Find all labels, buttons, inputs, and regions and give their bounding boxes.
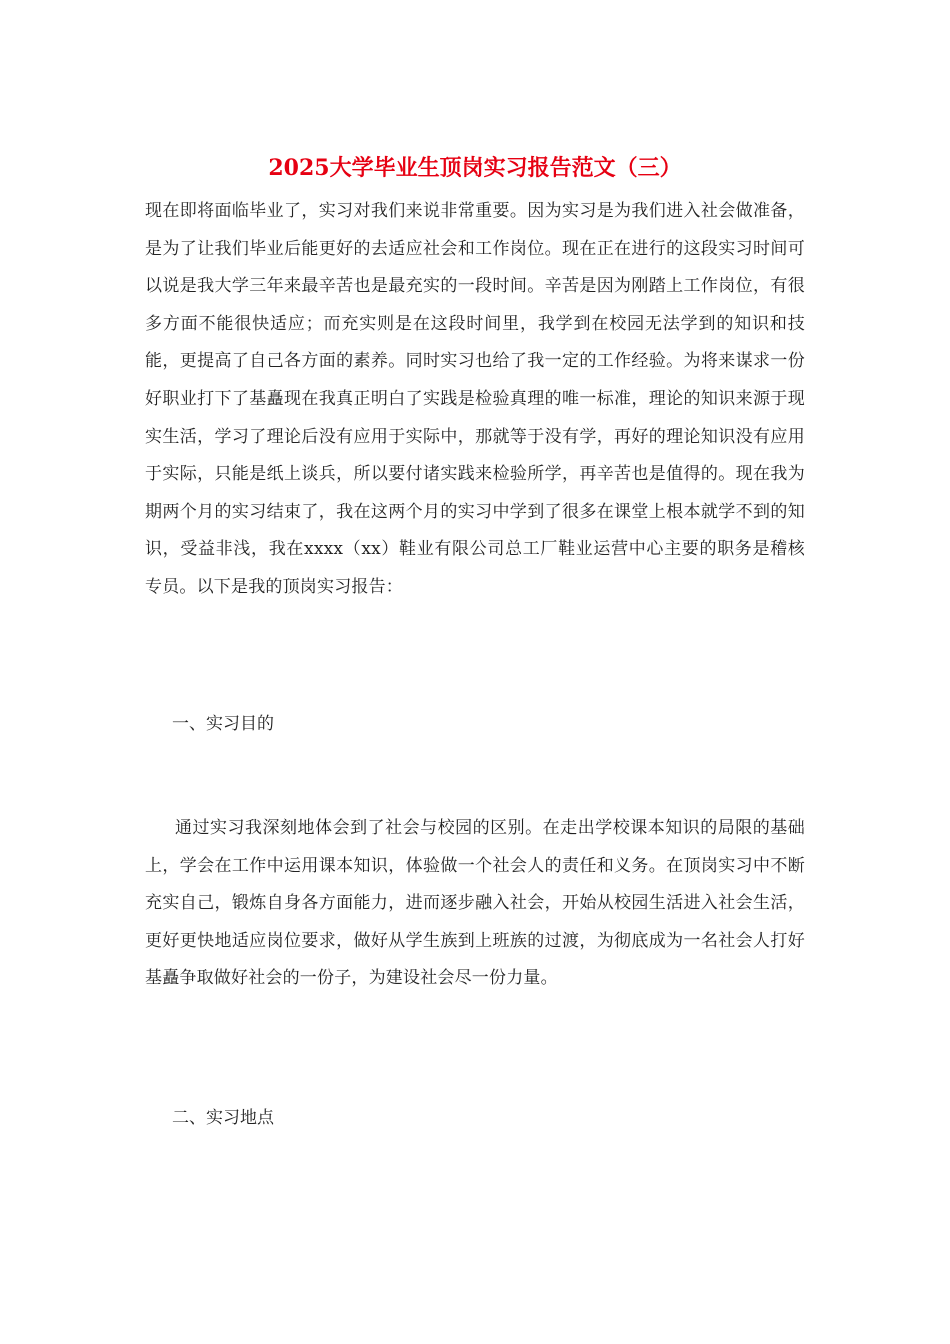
section-heading-purpose: 一、实习目的 bbox=[172, 714, 274, 734]
intro-paragraph: 现在即将面临毕业了，实习对我们来说非常重要。因为实习是为我们进入社会做准备，是为了让我们毕业后能更好的去适应社会和工作岗位。现在正在进行的这段实习时间可以说是我大学三年来最辛苦也是最充实的一段时间。辛苦是因为刚踏上工作岗位，有很多方面不能很快适应；而充实则是在这段时间里，我学到在校园无法学到的知识和技能，更提高了自己各方面的素养。同时实习也给了我一定的工作经验。为将来谋求一份好职业打下了基矗现在我真正明白了实践是检验真理的唯一标准，理论的知识来源于现实生活，学习了理论后没有应用于实际中，那就等于没有学，再好的理论知识没有应用于实际，只能是纸上谈兵，所以要付诸实践来检验所学，再辛苦也是值得的。现在我为期两个月的实习结束了，我在这两个月的实习中学到了很多在课堂上根本就学不到的知识，受益非浅，我在xxxx（xx）鞋业有限公司总工厂鞋业运营中心主要的职务是稽核专员。以下是我的顶岗实习报告： bbox=[145, 201, 805, 597]
section-paragraph-purpose: 通过实习我深刻地体会到了社会与校园的区别。在走出学校课本知识的局限的基础上，学会在工作中运用课本知识，体验做一个社会人的责任和义务。在顶岗实习中不断充实自己，锻炼自身各方面能力，进而逐步融入社会，开始从校园生活进入社会生活，更好更快地适应岗位要求，做好从学生族到上班族的过渡，为彻底成为一名社会人打好基矗争取做好社会的一份子，为建设社会尽一份力量。 bbox=[145, 818, 805, 989]
section-heading-location: 二、实习地点 bbox=[172, 1108, 274, 1128]
document-title: 2025大学毕业生顶岗实习报告范文（三） bbox=[268, 155, 682, 181]
